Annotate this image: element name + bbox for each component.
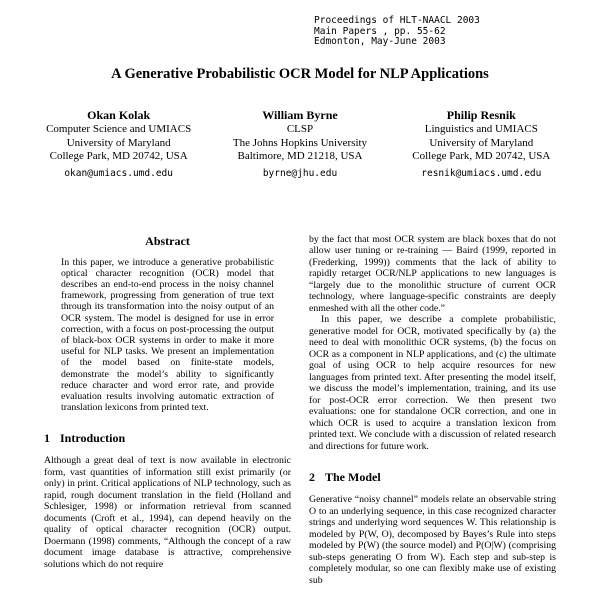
author-affiliation: The Johns Hopkins University: [232, 136, 368, 149]
introduction-paragraph: Although a great deal of text is now available in electronic form, vast quantities of information still exist primarily (or only) in print. Critical applications of NLP technology, such as rapid, rough document translation in the field (Holland and Schlesiger, 1998) or information retrieval from scanned documents (Croft et al., 1994), can depend heavily on the quality of optical character recognition (OCR) output. Doermann (1998) comments, “Although the concept of a raw document image database is attractive, comprehensive solutions which do not require: [44, 455, 291, 570]
author-block-byrne: [209, 107, 390, 180]
model-paragraph: Generative “noisy channel” models relate an observable string O to an underlying sequence, in this case recognized character strings and underlying word sequences W. This relationship is modeled by P(W, O), decomposed by Bayes’s Rule into steps modeled by P(W) (the source model) and P(O|W) (comprising sub-steps generating O from W). Each step and sub-step is completely modular, so one can flexibly make use of existing sub: [309, 494, 556, 586]
proceedings-line-3: Edmonton, May-June 2003: [314, 36, 446, 47]
author-block-resnik: [391, 107, 572, 180]
author-affiliation: Linguistics and UMIACS: [424, 123, 538, 135]
proceedings-line-2: Main Papers , pp. 55-62: [314, 25, 446, 37]
author-affiliation: Computer Science and UMIACS: [46, 123, 192, 135]
section-heading-model: [309, 470, 556, 484]
overview-paragraph: In this paper, we describe a complete probabilistic, generative model for OCR, motivated specifically by (a) the need to deal with monolithic OCR systems, (b) the focus on OCR as a component in NLP applications, and (c) the ultimate goal of using OCR to help acquire resources for new languages from printed text. After presenting the model itself, we discuss the model’s implementation, training, and its use for post-OCR error correction. We then present two evaluations: one for standalone OCR correction, and one in which OCR is used to acquire a translation lexicon from printed text. We conclude with a discussion of related research and directions for future work.: [309, 314, 556, 452]
author-name: Okan Kolak: [87, 108, 151, 122]
proceedings-line-1: Proceedings of HLT-NAACL 2003: [314, 15, 480, 26]
author-name: Philip Resnik: [446, 108, 516, 122]
author-affiliation: University of Maryland: [429, 136, 534, 149]
author-affiliation: University of Maryland: [66, 136, 171, 149]
author-affiliation: College Park, MD 20742, USA: [49, 150, 188, 162]
section-title: The Model: [325, 470, 381, 484]
paper-title: A Generative Probabilistic OCR Model for NLP Applications: [111, 66, 489, 82]
abstract-text: In this paper, we introduce a generative probabilistic optical character recognition (OCR) model that describes an end-to-end process in the noisy channel framework, progressing from generation of true text through its transformation into the noisy output of an OCR system. The model is designed for use in error correction, with a focus on post-processing the output of black-box OCR systems in order to make it more useful for NLP tasks. We present an implementation of the model based on finite-state models, demonstrate the model’s ability to significantly reduce character and word error rate, and provide evaluation results involving automatic extraction of translation lexicons from printed text.: [61, 256, 274, 414]
author-name: William Byrne: [262, 108, 338, 122]
author-email: okan@umiacs.umd.edu: [64, 167, 173, 179]
section-heading-introduction: [44, 431, 291, 445]
author-email: resnik@umiacs.umd.edu: [421, 167, 542, 179]
proceedings-note: [314, 16, 480, 48]
author-affiliation: Baltimore, MD 21218, USA: [237, 150, 363, 162]
two-column-body: [0, 234, 600, 587]
continuation-paragraph: by the fact that most OCR system are black boxes that do not allow user tuning or re-training — Baird (1999, reported in (Frederking, 1999)) comments that the lack of ability to rapidly retarget OCR/NLP applications to new languages is “largely due to the monolithic structure of current OCR technology, where language-specific constraints are deeply enmeshed with all the other code.”: [309, 233, 556, 314]
section-number: 2: [309, 470, 315, 484]
abstract-heading: Abstract: [145, 233, 190, 248]
author-affiliation: College Park, MD 20742, USA: [412, 150, 551, 162]
right-column: [309, 234, 556, 587]
author-email: byrne@jhu.edu: [262, 167, 338, 179]
author-affiliation: CLSP: [286, 123, 314, 135]
left-column: [44, 234, 291, 587]
author-row: [0, 107, 600, 180]
section-title: Introduction: [60, 431, 126, 446]
author-block-kolak: [28, 107, 209, 180]
section-number: 1: [44, 431, 50, 446]
